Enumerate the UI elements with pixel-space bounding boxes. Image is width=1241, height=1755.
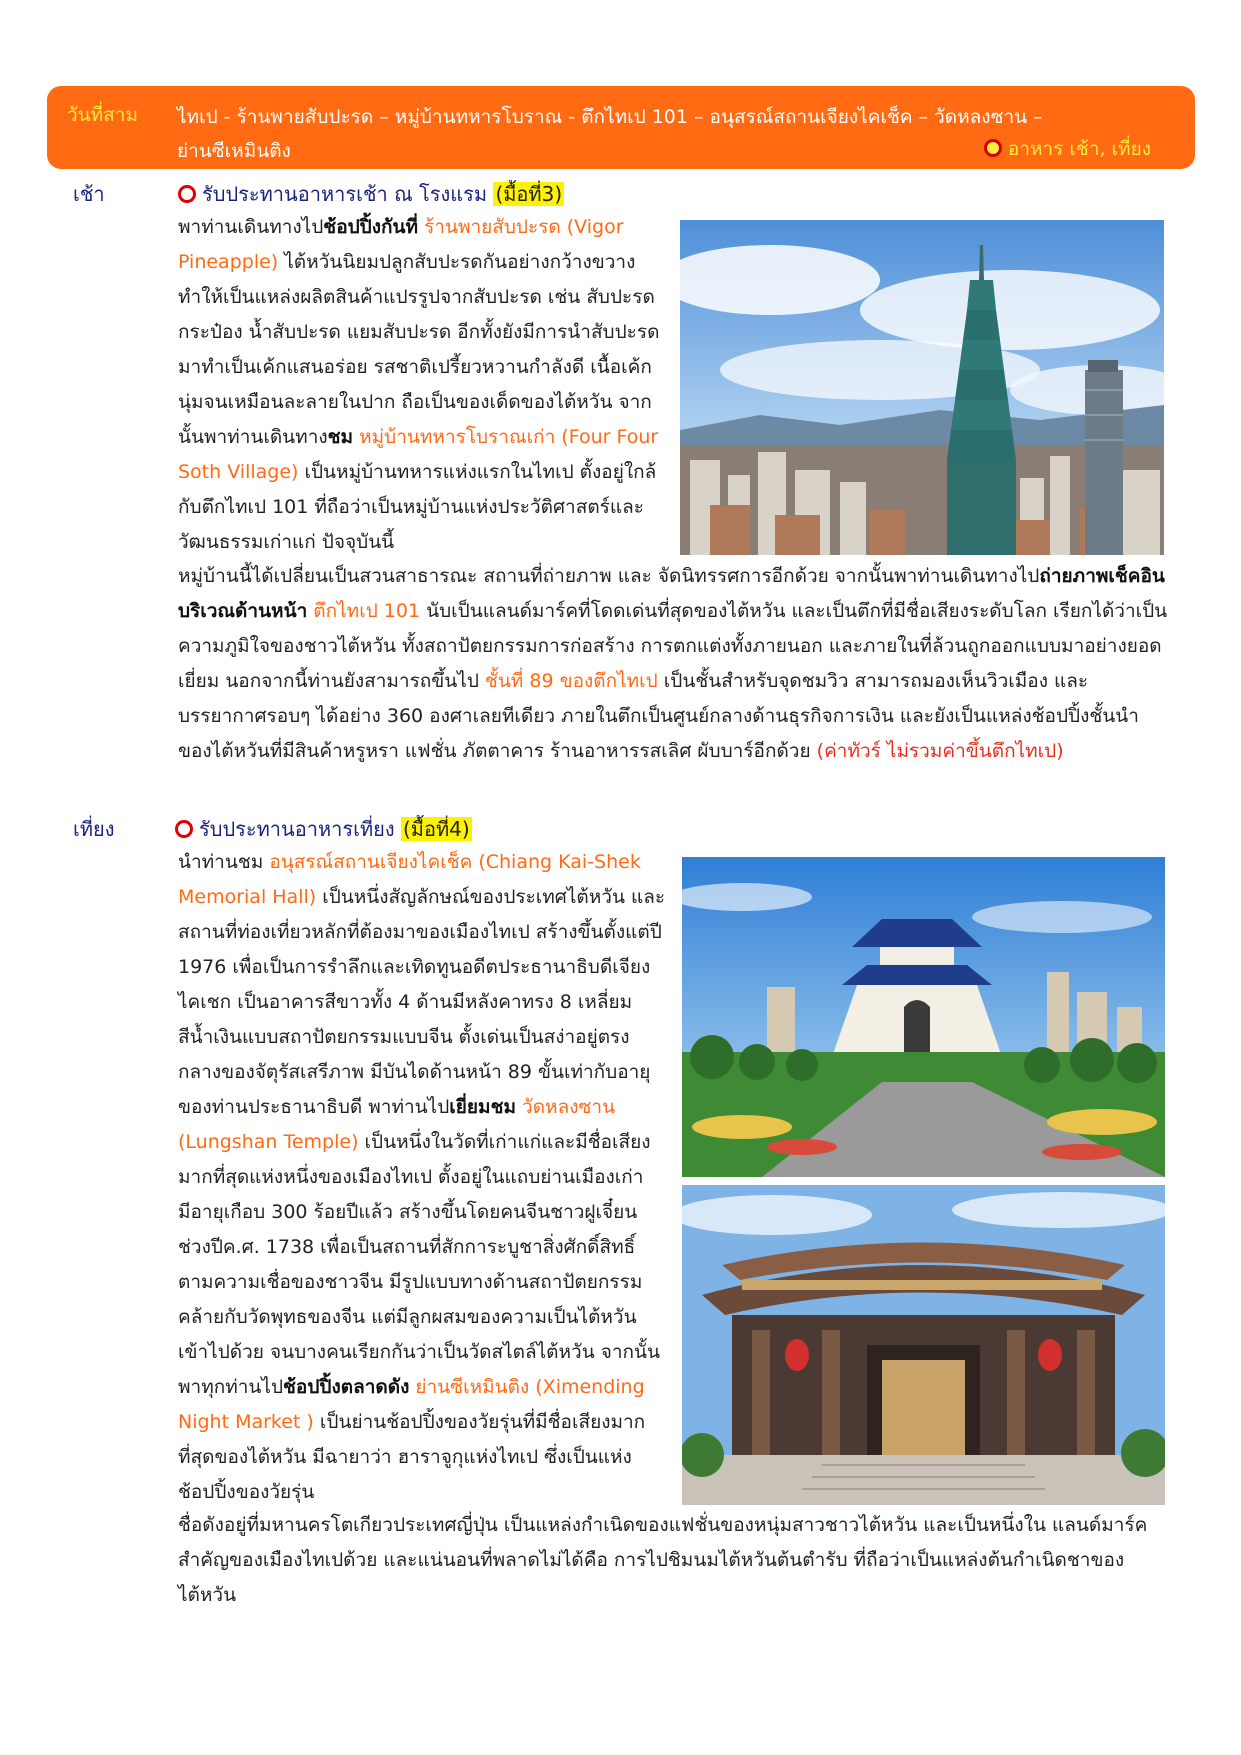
text-run: พาท่านเดินทางไป: [178, 216, 324, 238]
day-label: วันที่สาม: [67, 104, 138, 126]
lungshan-temple-photo: [682, 1185, 1165, 1505]
text-run: เป็นชั้นสำหรับจุดชมวิว สามารถมองเห็นวิวเมือง และบรรยากาศรอบๆ ได้อย่าง 360 องศาเลยทีเดียว ภายในตึกเป็นศูนย์กลางด้านธุรกิจการเงิน และยังเป็นแหล่งช้อปปิ้งชั้นนำของไต้หวันที่มีสินค้าหรูหรา แฟชั่น ภัตตาคาร ร้านอาหารรสเลิศ ผับบาร์อีกด้วย: [178, 670, 1139, 762]
text-bold: ถ่ายภาพเช็คอินบริเวณด้านหน้า: [178, 565, 1165, 622]
route-line-1: ไทเป - ร้านพายสับปะรด – หมู่บ้านทหารโบราณ - ตึกไทเป 101 – อนุสรณ์สถานเจียงไคเช็ค – วัดหลงซาน –: [177, 106, 1043, 128]
breakfast-text: รับประทานอาหารเช้า ณ โรงแรม: [202, 182, 488, 206]
text-run: ไต้หวันนิยมปลูกสับปะรดกันอย่างกว้างขวาง ทำให้เป็นแหล่งผลิตสินค้าแปรรูปจากสับปะรด เช่น สับปะรดกระป๋อง น้ำสับปะรด แยมสับปะรด อีกทั้งยังมีการนำสับปะรดมาทำเป็นเค้กแสนอร่อย รสชาติเปรี้ยวหวานกำลังดี เนื้อเค้กนุ่มจนเหมือนละลายในปาก ถือเป็นของเด็ดของไต้หวัน จากนั้นพาท่านเดินทาง: [178, 251, 660, 448]
lunch-text: รับประทานอาหารเที่ยง: [199, 817, 395, 841]
taipei-101-photo: [680, 220, 1164, 555]
morning-paragraph-1: [178, 210, 666, 560]
price-note: (ค่าทัวร์ ไม่รวมค่าขึ้นตึกไทเป): [816, 740, 1064, 762]
place-vigor-pineapple: ร้านพายสับปะรด (Vigor Pineapple): [178, 216, 624, 273]
meals-summary: [984, 134, 1151, 164]
time-label-morning: เช้า: [73, 182, 105, 206]
day-header-banner: [47, 86, 1195, 169]
route-line-2: ย่านซีเหมินติง: [177, 140, 291, 162]
text-run: เป็นหนึ่งในวัดที่เก่าแก่และมีชื่อเสียงมากที่สุดแห่งหนึ่งของเมืองไทเป ตั้งอยู่ในแถบย่านเมืองเก่า มีอายุเกือบ 300 ร้อยปีแล้ว สร้างขึ้นโดยคนจีนชาวฝูเจี๋ยนช่วงปีค.ศ. 1738 เพื่อเป็นสถานที่สักการะบูชาสิ่งศักดิ์สิทธิ์ตามความเชื่อของชาวจีน มีรูปแบบทางด้านสถาปัตยกรรมคล้ายกับวัดพุทธของจีน แต่มีลูกผสมของความเป็นไต้หวันเข้าไปด้วย จนบางคนเรียกกันว่าเป็นวัดสไตล์ไต้หวัน จากนั้นพาทุกท่านไป: [178, 1131, 661, 1398]
text-bold: ชม: [327, 426, 354, 448]
place-chiang-kai-shek-hall: อนุสรณ์สถานเจียงไคเช็ค (Chiang Kai-Shek Memorial Hall): [178, 851, 641, 908]
text-bold: ช้อปปิ้งกันที่: [323, 216, 419, 238]
place-taipei-101: ตึกไทเป 101: [313, 600, 421, 622]
place-floor-89: ชั้นที่ 89 ของตึกไทเป: [484, 670, 658, 692]
chiang-kai-shek-hall-photo: [682, 857, 1165, 1177]
place-ximending: ย่านซีเหมินติง (Ximending Night Market ): [178, 1376, 645, 1433]
text-run: เป็นหนึ่งสัญลักษณ์ของประเทศไต้หวัน และสถานที่ท่องเที่ยวหลักที่ต้องมาของเมืองไทเป สร้างขึ้นตั้งแต่ปี 1976 เพื่อเป็นการรำลึกและเทิดทูนอดีตประธานาธิบดีเจียง ไคเชก เป็นอาคารสีขาวทั้ง 4 ด้านมีหลังคาทรง 8 เหลี่ยมสีน้ำเงินแบบสถาปัตยกรรมแบบจีน ตั้งเด่นเป็นสง่าอยู่ตรงกลางของจัตุรัสเสรีภาพ มีบันไดด้านหน้า 89 ขั้นเท่ากับอายุของท่านประธานาธิบดี พาท่านไป: [178, 886, 666, 1118]
meals-text: อาหาร เช้า, เที่ยง: [1007, 138, 1151, 160]
meal-number-badge: (มื้อที่3): [495, 182, 563, 206]
lunch-line: [175, 813, 472, 845]
morning-paragraph-2: [178, 559, 1168, 769]
text-run: หมู่บ้านนี้ได้เปลี่ยนเป็นสวนสาธารณะ สถานที่ถ่ายภาพ และ จัดนิทรรศการอีกด้วย จากนั้นพาท่านเดินทางไป: [178, 565, 1040, 587]
place-lungshan-temple: วัดหลงซาน (Lungshan Temple): [178, 1096, 616, 1153]
text-run: นับเป็นแลนด์มาร์คที่โดดเด่นที่สุดของไต้หวัน และเป็นตึกที่มีชื่อเสียงระดับโลก เรียกได้ว่าเป็นความภูมิใจของชาวไต้หวัน ทั้งสถาปัตยกรรมการก่อสร้าง การตกแต่งทั้งภายนอก และภายในที่ล้วนถูกออกแบบมาอย่างยอดเยี่ยม นอกจากนี้ท่านยังสามารถขึ้นไป: [178, 600, 1168, 692]
meal-number-badge: (มื้อที่4): [402, 817, 470, 841]
text-run: เป็นย่านช้อปปิ้งของวัยรุ่นที่มีชื่อเสียงมากที่สุดของไต้หวัน มีฉายาว่า ฮาราจูกุแห่งไทเป ซึ่งเป็นแห่งช้อปปิ้งของวัยรุ่น: [178, 1411, 646, 1503]
plate-icon: [984, 139, 1002, 157]
text-run: เป็นหมู่บ้านทหารแห่งแรกในไทเป ตั้งอยู่ใกล้กับตึกไทเป 101 ที่ถือว่าเป็นหมู่บ้านแห่งประวัติศาสตร์และวัฒนธรรมเก่าแก่ ปัจจุบันนี้: [178, 461, 657, 553]
noon-paragraph-1: [178, 845, 666, 1510]
time-label-noon: เที่ยง: [73, 817, 115, 841]
noon-paragraph-2: ชื่อดังอยู่ที่มหานครโตเกียวประเทศญี่ปุ่น เป็นแหล่งกำเนิดของแฟชั่นของหนุ่มสาวชาวไต้หวัน และเป็นหนึ่งใน แลนด์มาร์ค สำคัญของเมืองไทเปด้วย และแน่นอนที่พลาดไม่ได้คือ การไปชิมนมไต้หวันต้นตำรับ ที่ถือว่าเป็นแหล่งต้นกำเนิดชาของไต้หวัน: [178, 1514, 1148, 1606]
plate-icon: [175, 820, 193, 838]
text-bold: ช้อปปิ้งตลาดดัง: [283, 1376, 410, 1398]
breakfast-line: [178, 178, 564, 210]
place-four-four-village: หมู่บ้านทหารโบราณเก่า (Four Four Soth Village): [178, 426, 659, 483]
text-bold: เยี่ยมชม: [449, 1096, 516, 1118]
plate-icon: [178, 185, 196, 203]
text-run: นำท่านชม: [178, 851, 264, 873]
